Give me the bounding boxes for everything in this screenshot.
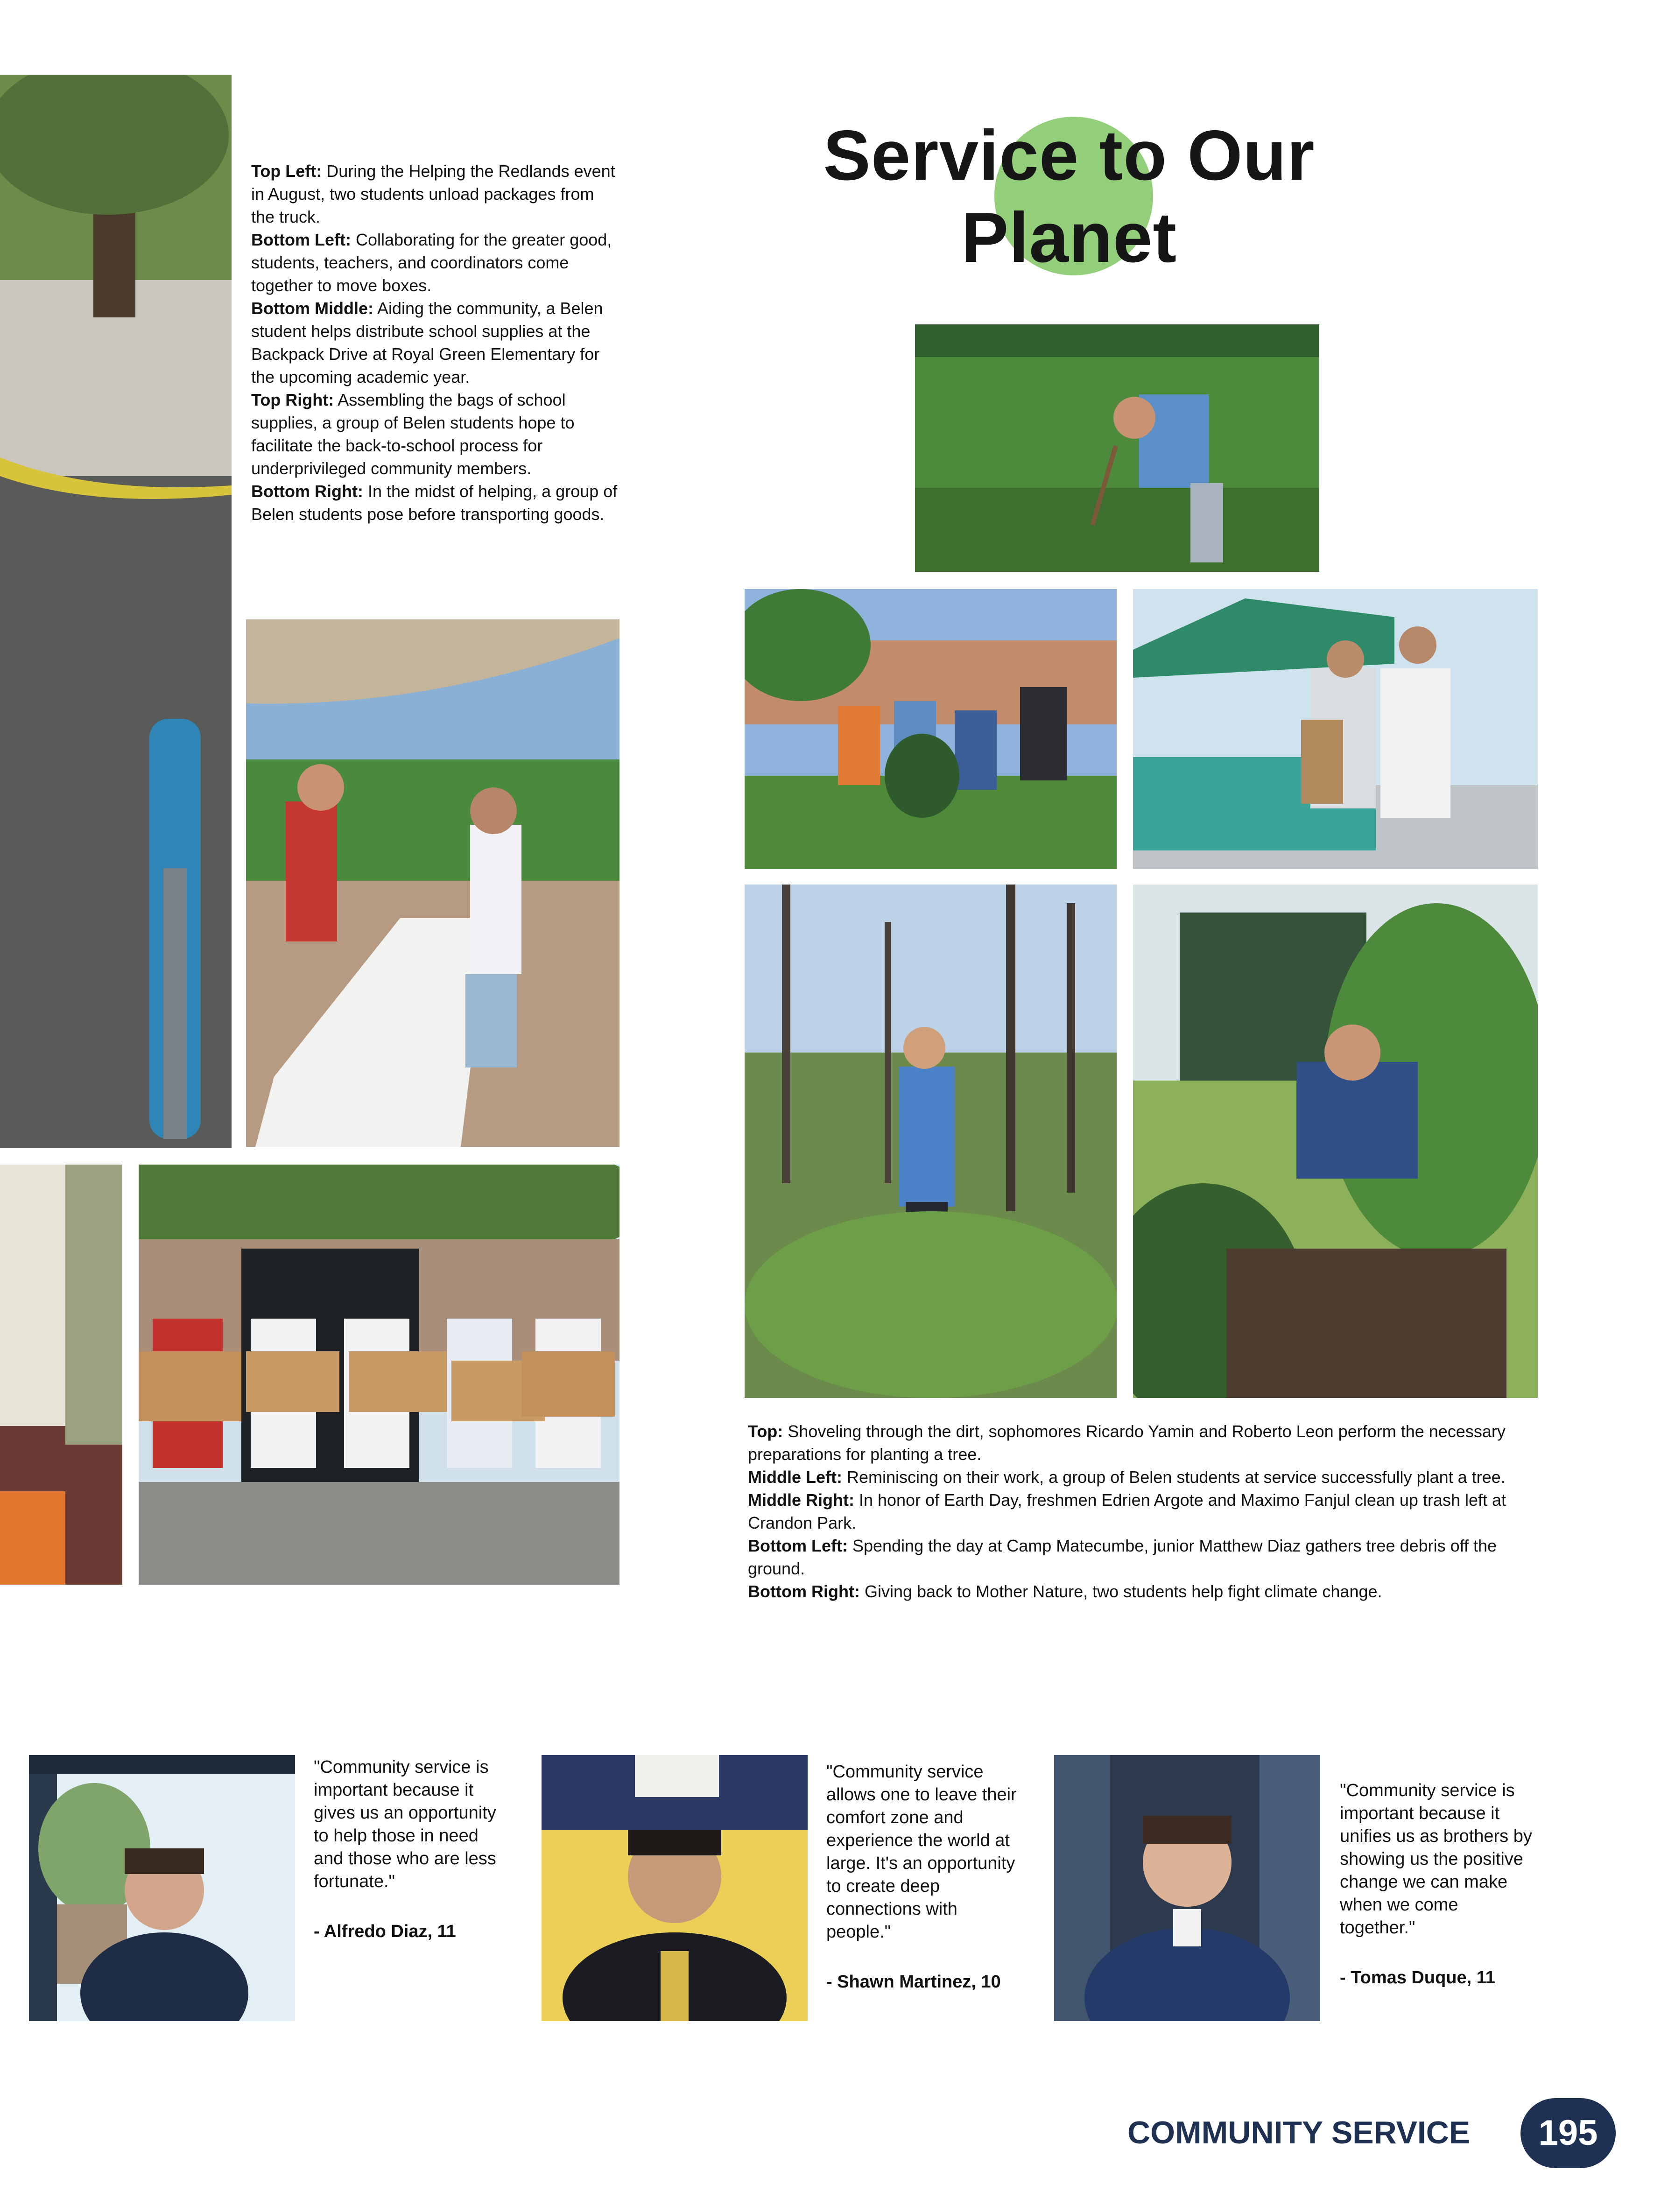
section-title-line1: Service to Our bbox=[823, 116, 1315, 195]
quote-shawn-martinez bbox=[826, 1761, 1022, 1994]
page-number-badge: 195 bbox=[1520, 2098, 1616, 2168]
quote-tomas-duque bbox=[1340, 1779, 1536, 1989]
left-photo-captions bbox=[251, 160, 620, 526]
photo-shoveling-dirt bbox=[915, 324, 1319, 572]
photo-tree-planting bbox=[1133, 885, 1538, 1398]
photo-planting-group bbox=[745, 589, 1117, 869]
caption-middle-left: Middle Left: Reminiscing on their work, a group of Belen students at service successfully plant a tree. bbox=[748, 1468, 1506, 1487]
photo-students-with-boxes bbox=[139, 1165, 619, 1585]
quote-text: "Community service is important because it unifies us as brothers by showing us the positive change we can make when we come together." bbox=[1340, 1781, 1532, 1938]
caption-bottom-right: Bottom Right: Giving back to Mother Nature, two students help fight climate change. bbox=[748, 1582, 1382, 1601]
caption-top: Top: Shoveling through the dirt, sophomores Ricardo Yamin and Roberto Leon perform the necessary preparations for planting a tree. bbox=[748, 1422, 1506, 1464]
photo-table-bags bbox=[246, 619, 619, 1147]
portrait-shawn-martinez bbox=[542, 1755, 808, 2021]
quote-alfredo-diaz bbox=[314, 1756, 510, 1943]
caption-bottom-left: Bottom Left: Spending the day at Camp Matecumbe, junior Matthew Diaz gathers tree debris off the ground. bbox=[748, 1536, 1497, 1578]
caption-top-right: Top Right: Assembling the bags of school supplies, a group of Belen students hope to facilitate the back-to-school process for underprivileged community members. bbox=[251, 390, 575, 478]
right-photo-captions bbox=[748, 1420, 1537, 1603]
quote-attribution: - Tomas Duque, 11 bbox=[1340, 1968, 1495, 1987]
quote-text: "Community service is important because it gives us an opportunity to help those in need and those who are less fortunate." bbox=[314, 1757, 496, 1891]
quote-attribution: - Shawn Martinez, 10 bbox=[826, 1972, 1001, 1992]
photo-camp-matecumbe bbox=[745, 885, 1117, 1398]
section-title-line2: Planet bbox=[961, 198, 1177, 277]
portrait-tomas-duque bbox=[1054, 1755, 1320, 2021]
quote-attribution: - Alfredo Diaz, 11 bbox=[314, 1922, 456, 1941]
caption-bottom-right: Bottom Right: In the midst of helping, a group of Belen students pose before transporting goods. bbox=[251, 482, 618, 524]
caption-top-left: Top Left: During the Helping the Redlands event in August, two students unload packages from the truck. bbox=[251, 162, 615, 226]
footer-section-label: COMMUNITY SERVICE bbox=[1127, 2115, 1471, 2150]
caption-middle-right: Middle Right: In honor of Earth Day, freshmen Edrien Argote and Maximo Fanjul clean up trash left at Crandon Park. bbox=[748, 1490, 1506, 1532]
caption-bottom-left: Bottom Left: Collaborating for the greater good, students, teachers, and coordinators come together to move boxes. bbox=[251, 230, 612, 295]
photo-truck-unloading bbox=[0, 75, 232, 1148]
photo-beach-cleanup bbox=[1133, 589, 1538, 869]
caption-bottom-middle: Bottom Middle: Aiding the community, a Belen student helps distribute school supplies at the Backpack Drive at Royal Green Elementary for the upcoming academic year. bbox=[251, 299, 603, 386]
section-title bbox=[766, 114, 1372, 279]
photo-students-with-cart bbox=[0, 1165, 122, 1585]
quote-text: "Community service allows one to leave their comfort zone and experience the world at large. It's an opportunity to create deep connections with people." bbox=[826, 1762, 1017, 1942]
portrait-alfredo-diaz bbox=[29, 1755, 295, 2021]
